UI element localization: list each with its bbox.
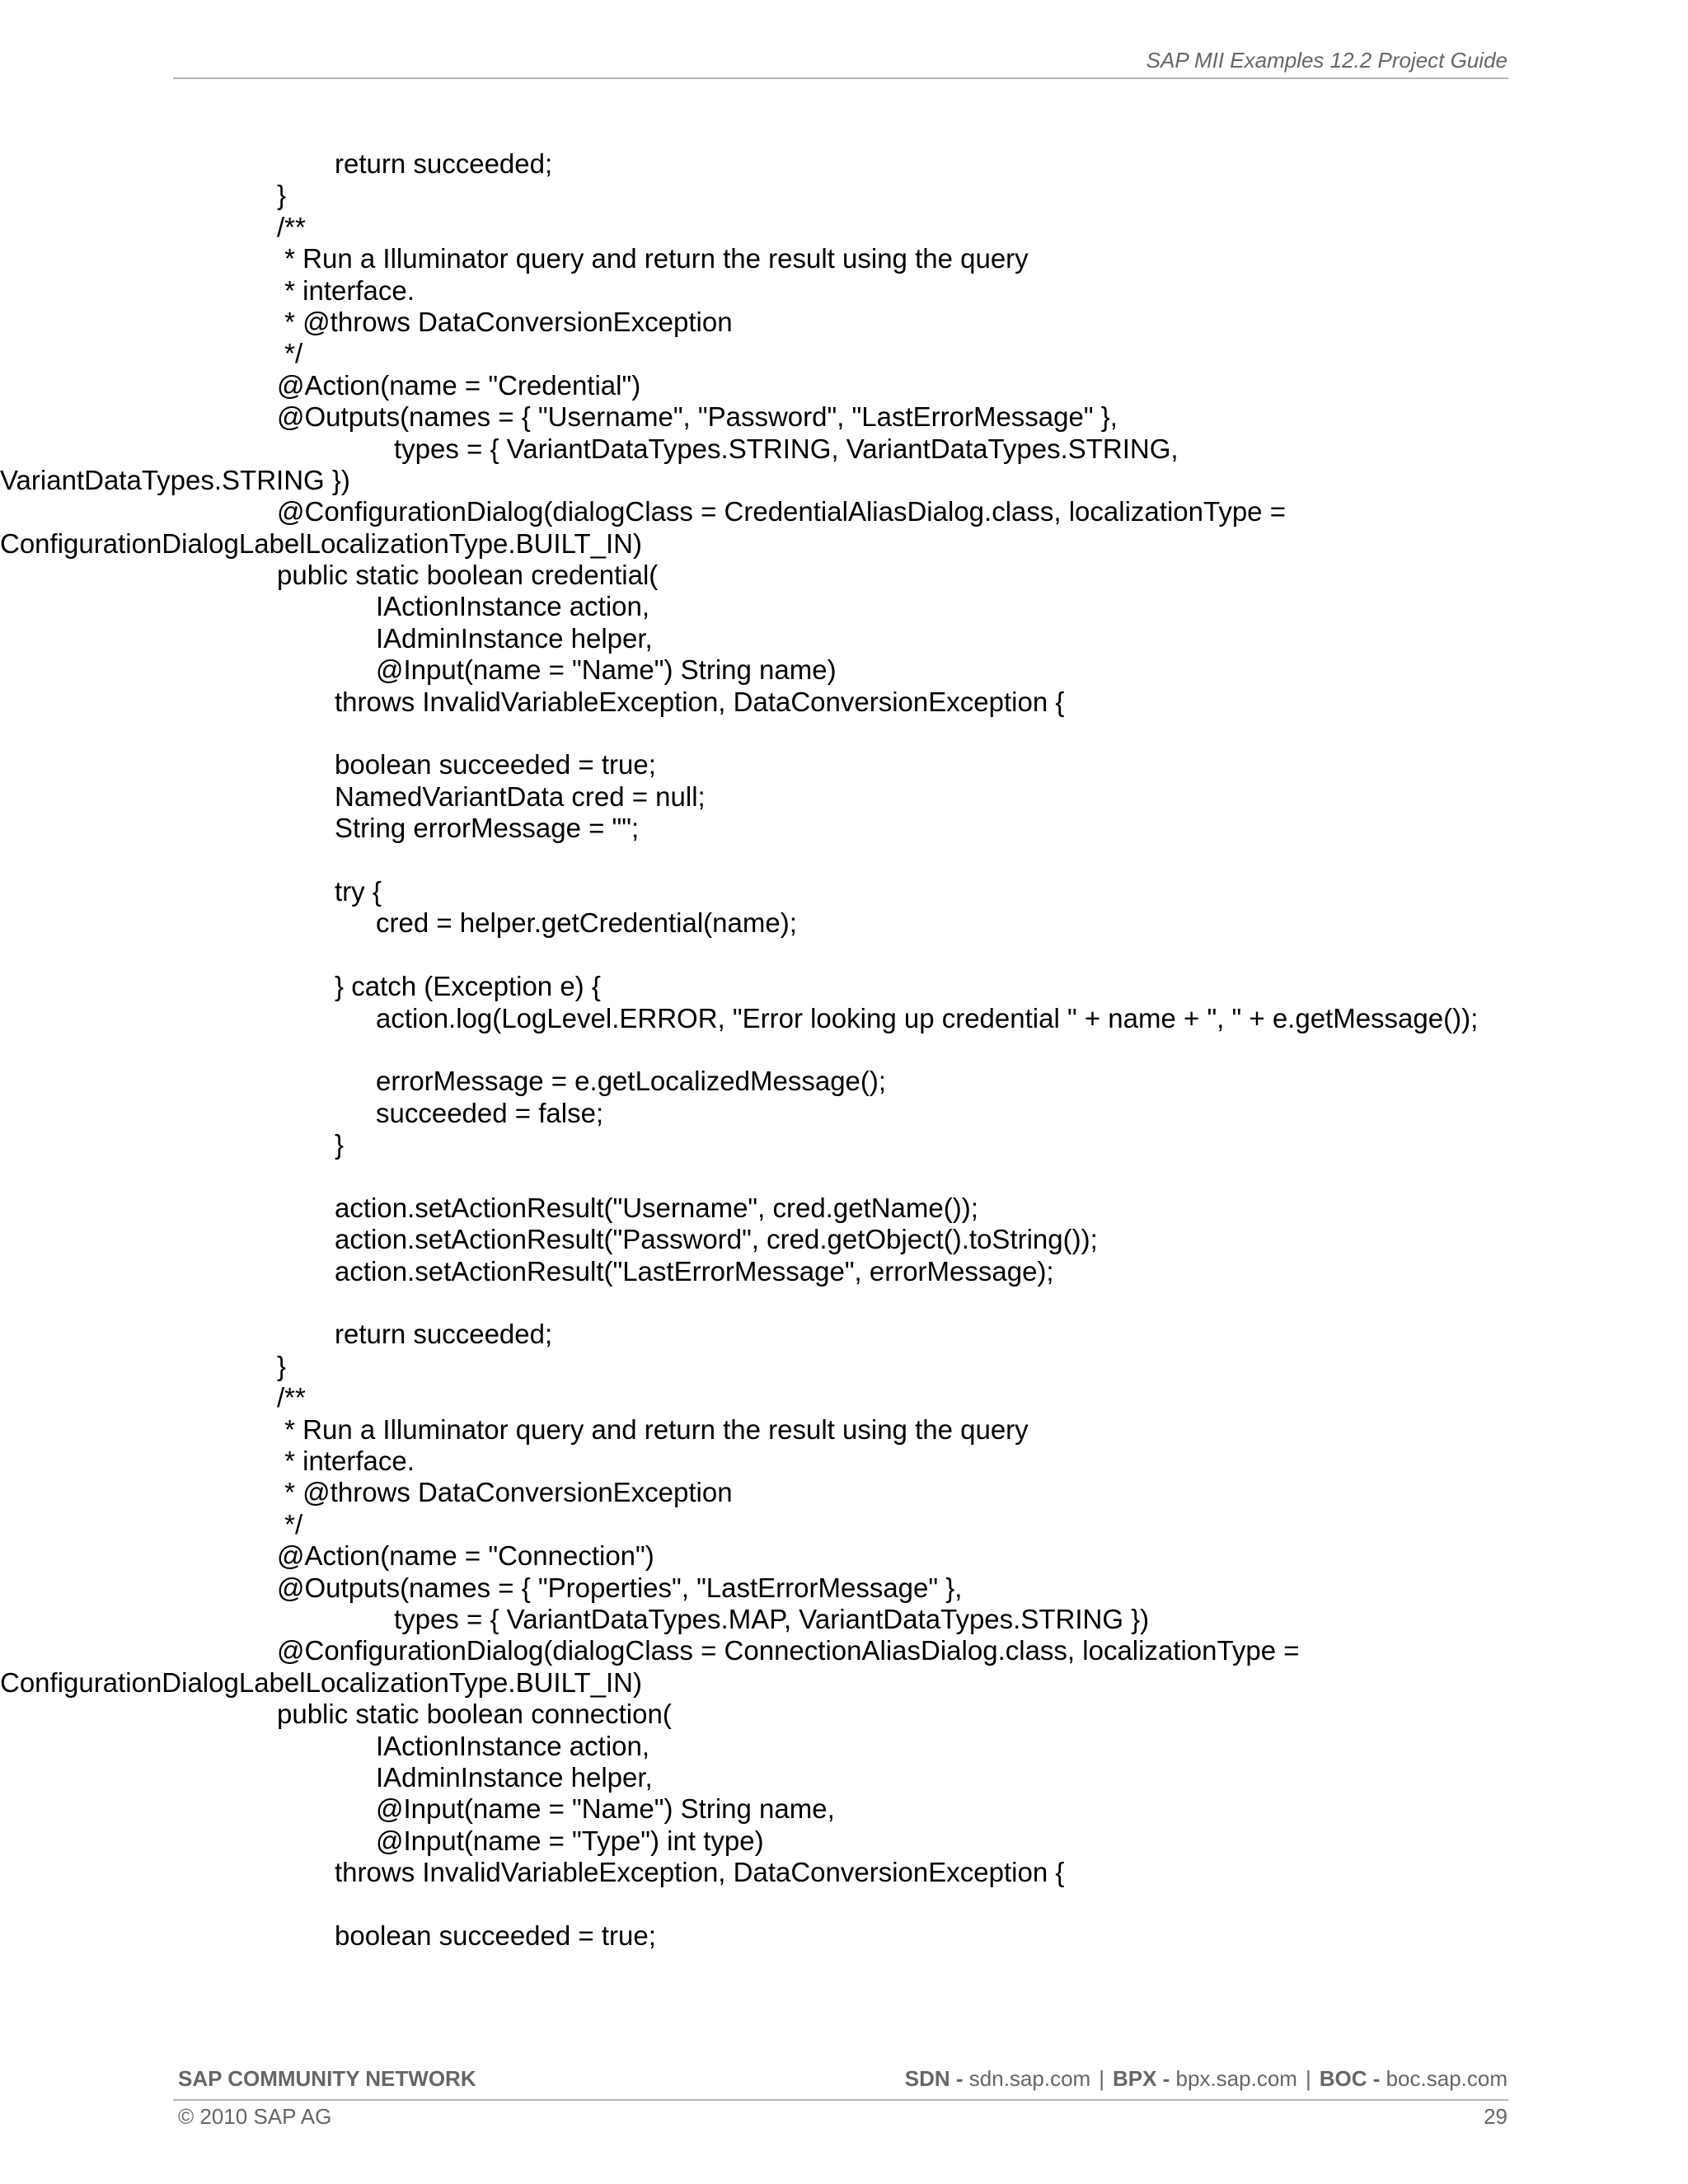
- code-line: IActionInstance action,: [376, 1730, 650, 1761]
- code-line: action.log(LogLevel.ERROR, "Error looking up credential " + name + ", " + e.getMessage());: [376, 1002, 1479, 1033]
- code-line: return succeeded;: [335, 1319, 553, 1350]
- code-line: IActionInstance action,: [376, 591, 650, 622]
- code-line: /**: [277, 211, 306, 242]
- footer-link-label: SDN: [904, 2066, 950, 2091]
- code-line: [178, 940, 1505, 971]
- code-line: @Input(name = "Name") String name): [376, 654, 837, 686]
- code-line: @Action(name = "Connection"): [277, 1540, 654, 1572]
- footer-link-label: BPX: [1112, 2066, 1157, 2091]
- code-line: ConfigurationDialogLabelLocalizationType.BUILT_IN): [0, 527, 642, 559]
- code-line: public static boolean connection(: [277, 1699, 672, 1730]
- footer-copyright: © 2010 SAP AG: [178, 2104, 332, 2129]
- code-line: throws InvalidVariableException, DataConversionException {: [335, 686, 1065, 717]
- code-line: IAdminInstance helper,: [376, 622, 653, 654]
- code-line: types = { VariantDataTypes.STRING, VariantDataTypes.STRING,: [394, 433, 1179, 464]
- code-line: @Outputs(names = { "Username", "Password", "LastErrorMessage" },: [277, 401, 1118, 433]
- code-line: cred = helper.getCredential(name);: [376, 907, 797, 939]
- code-line: @ConfigurationDialog(dialogClass = ConnectionAliasDialog.class, localizationType =: [277, 1635, 1300, 1666]
- code-line: boolean succeeded = true;: [335, 1919, 656, 1951]
- code-line: NamedVariantData cred = null;: [335, 780, 706, 812]
- code-line: try {: [335, 875, 382, 907]
- code-line: } catch (Exception e) {: [335, 971, 601, 1002]
- code-line: action.setActionResult("LastErrorMessage", errorMessage);: [335, 1255, 1054, 1286]
- code-line: action.setActionResult("Password", cred.getObject().toString());: [335, 1224, 1098, 1255]
- code-line: @Input(name = "Name") String name,: [376, 1793, 835, 1825]
- footer-link[interactable]: bpx.sap.com: [1175, 2066, 1297, 2091]
- code-line: ConfigurationDialogLabelLocalizationType.BUILT_IN): [0, 1666, 642, 1698]
- code-line: IAdminInstance helper,: [376, 1761, 653, 1793]
- code-line: [178, 1161, 1505, 1193]
- code-line: [178, 718, 1505, 749]
- code-line: [178, 1287, 1505, 1319]
- footer-link[interactable]: sdn.sap.com: [968, 2066, 1091, 2091]
- footer-link[interactable]: boc.sap.com: [1386, 2066, 1507, 2091]
- footer-separator: |: [1305, 2066, 1311, 2091]
- code-line: }: [277, 1350, 287, 1381]
- code-line: /**: [277, 1382, 306, 1413]
- code-line: @ConfigurationDialog(dialogClass = CredentialAliasDialog.class, localizationType =: [277, 496, 1286, 527]
- code-line: boolean succeeded = true;: [335, 749, 656, 780]
- code-line: @Input(name = "Type") int type): [376, 1825, 764, 1856]
- code-line: return succeeded;: [335, 148, 553, 179]
- footer-divider: [173, 2099, 1508, 2101]
- code-line: [178, 1034, 1505, 1066]
- code-line: public static boolean credential(: [277, 560, 659, 591]
- footer-separator: |: [1099, 2066, 1104, 2091]
- code-line: */: [277, 338, 303, 369]
- footer-link-label: BOC: [1319, 2066, 1367, 2091]
- code-line: * Run a Illuminator query and return the result using the query: [277, 243, 1029, 274]
- code-line: * @throws DataConversionException: [277, 306, 733, 337]
- code-listing: [0, 148, 1505, 1952]
- code-line: }: [277, 180, 287, 211]
- code-line: succeeded = false;: [376, 1097, 604, 1128]
- code-line: */: [277, 1508, 303, 1540]
- code-line: [178, 1888, 1505, 1919]
- footer-links: SDN - sdn.sap.com | BPX - bpx.sap.com | BOC - boc.sap.com: [904, 2066, 1507, 2091]
- code-line: * @throws DataConversionException: [277, 1477, 733, 1508]
- page-number: 29: [1484, 2104, 1507, 2129]
- code-line: @Outputs(names = { "Properties", "LastErrorMessage" },: [277, 1572, 963, 1603]
- code-line: action.setActionResult("Username", cred.getName());: [335, 1192, 978, 1223]
- code-line: String errorMessage = "";: [335, 813, 640, 844]
- code-line: VariantDataTypes.STRING }): [0, 464, 350, 495]
- code-line: }: [335, 1129, 345, 1160]
- code-line: * interface.: [277, 274, 415, 306]
- code-line: * interface.: [277, 1446, 415, 1477]
- document-title: SAP MII Examples 12.2 Project Guide: [1146, 48, 1507, 73]
- code-line: types = { VariantDataTypes.MAP, VariantDataTypes.STRING }): [394, 1603, 1150, 1634]
- code-line: throws InvalidVariableException, DataConversionException {: [335, 1857, 1065, 1888]
- footer-network-name: SAP COMMUNITY NETWORK: [178, 2066, 476, 2091]
- code-line: errorMessage = e.getLocalizedMessage();: [376, 1066, 887, 1097]
- code-line: [178, 845, 1505, 876]
- code-line: * Run a Illuminator query and return the result using the query: [277, 1413, 1029, 1445]
- code-line: @Action(name = "Credential"): [277, 369, 641, 401]
- header-divider: [173, 77, 1508, 79]
